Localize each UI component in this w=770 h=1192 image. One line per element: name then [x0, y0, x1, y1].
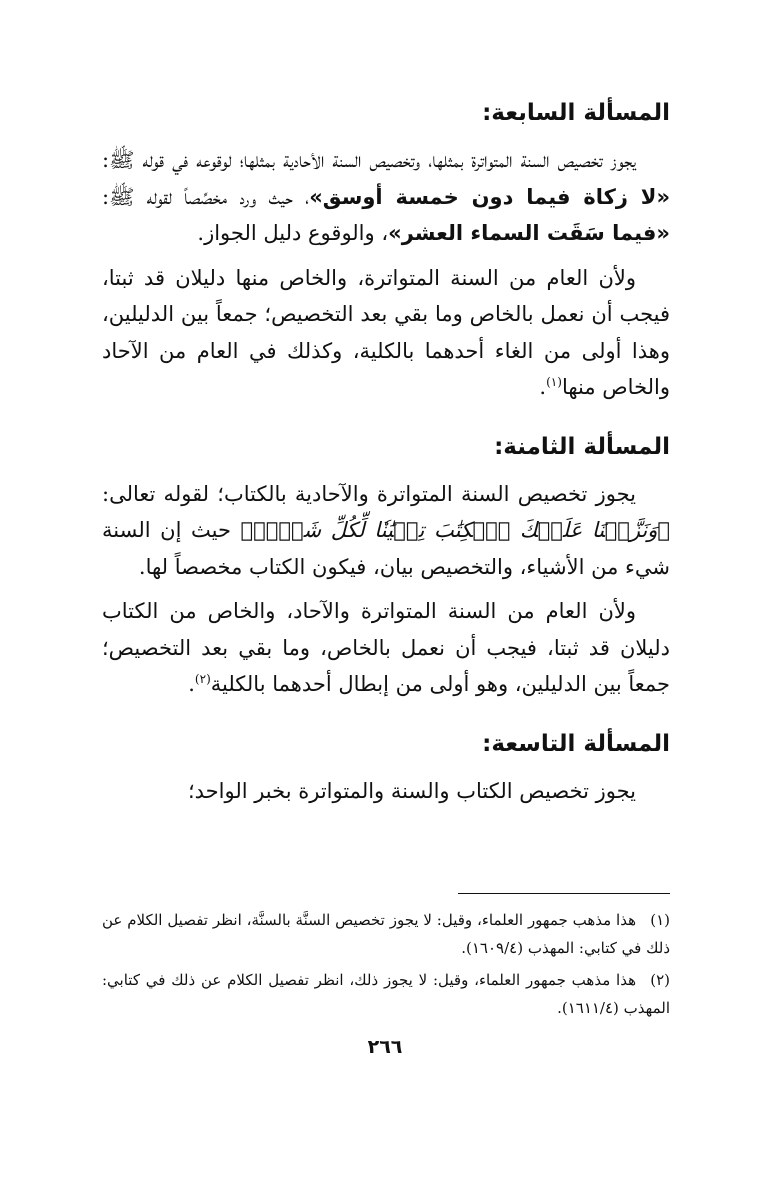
hadith-quote: «فيما سَقَت السماء العشر»	[388, 221, 670, 245]
paragraph-end: .	[188, 672, 195, 696]
paragraph	[102, 142, 670, 252]
footnote-text: هذا مذهب جمهور العلماء، وقيل: لا يجوز تخصيص السنَّة بالسنَّة، انظر تفصيل الكلام عن ذلك في كتابي: المهذب (١٦٠٩/٤).	[102, 911, 670, 957]
paragraph	[102, 773, 670, 810]
paragraph-text: ولأن العام من السنة المتواترة والآحاد، والخاص من الكتاب دليلان قد ثبتا، فيجب أن نعمل بالخاص، وما بقي بعد التخصيص؛ جمعاً بين الدليلين، وهو أولى من إبطال أحدهما بالكلية	[102, 599, 670, 696]
section-heading: المسألة السابعة:	[482, 100, 670, 126]
section-heading: المسألة التاسعة:	[482, 730, 670, 757]
hadith-quote: «لا زكاة فيما دون خمسة أوسق»	[309, 184, 671, 209]
paragraph-end: .	[539, 375, 547, 399]
section-eighth	[102, 426, 670, 703]
paragraph-text: ، والوقوع دليل الجواز.	[197, 221, 389, 245]
footnotes	[102, 906, 670, 1026]
footnote	[102, 966, 670, 1022]
footnote-number: (١)	[650, 911, 670, 929]
paragraph-text: حيث إن السنة شيء من الأشياء، والتخصيص بيان، فيكون الكتاب مخصصاً لها.	[102, 518, 670, 579]
paragraph-text: ولأن العام من السنة المتواترة، والخاص منها دليلان قد ثبتا، فيجب أن نعمل بالخاص وما بقي بعد التخصيص؛ جمعاً بين الدليلين، وهذا أولى من الغاء أحدهما بالكلية، وكذلك في العام من الآحاد والخاص منها	[102, 265, 670, 399]
footnote-ref[interactable]: (٢)	[194, 672, 211, 686]
paragraph-text: ، حيث ورد مخصِّصاً لقوله ﷺ:	[102, 184, 310, 209]
paragraph	[102, 593, 670, 703]
footnote-divider	[458, 893, 670, 894]
quran-verse: ﴿وَنَزَّلۡنَا عَلَيۡكَ ٱلۡكِتَٰبَ تِبۡيَٰنٗا لِّكُلِّ شَيۡءٖ﴾	[240, 518, 670, 542]
main-text	[102, 92, 670, 817]
paragraph	[102, 260, 670, 406]
section-ninth	[102, 723, 670, 810]
paragraph-text: يجوز تخصيص السنة المتواترة والآحادية بالكتاب؛ لقوله تعالى:	[102, 481, 636, 506]
page-number: ٢٦٦	[367, 1036, 403, 1058]
paragraph-text: يجوز تخصيص الكتاب والسنة والمتواترة بخبر الواحد؛	[187, 778, 636, 803]
footnote	[102, 906, 670, 962]
footnote-ref[interactable]: (١)	[546, 375, 562, 389]
section-heading: المسألة الثامنة:	[494, 433, 670, 460]
paragraph-text: يجوز تخصيص السنة المتواترة بمثلها، وتخصيص السنة الأحادية بمثلها؛ لوقوعه في قوله ﷺ:	[102, 148, 636, 172]
footnote-number: (٢)	[650, 971, 670, 989]
section-seventh	[102, 92, 670, 406]
paragraph	[102, 476, 670, 586]
footnote-text: هذا مذهب جمهور العلماء، وقيل: لا يجوز ذلك، انظر تفصيل الكلام عن ذلك في كتابي: المهذب (١٦١١/٤).	[102, 971, 670, 1017]
